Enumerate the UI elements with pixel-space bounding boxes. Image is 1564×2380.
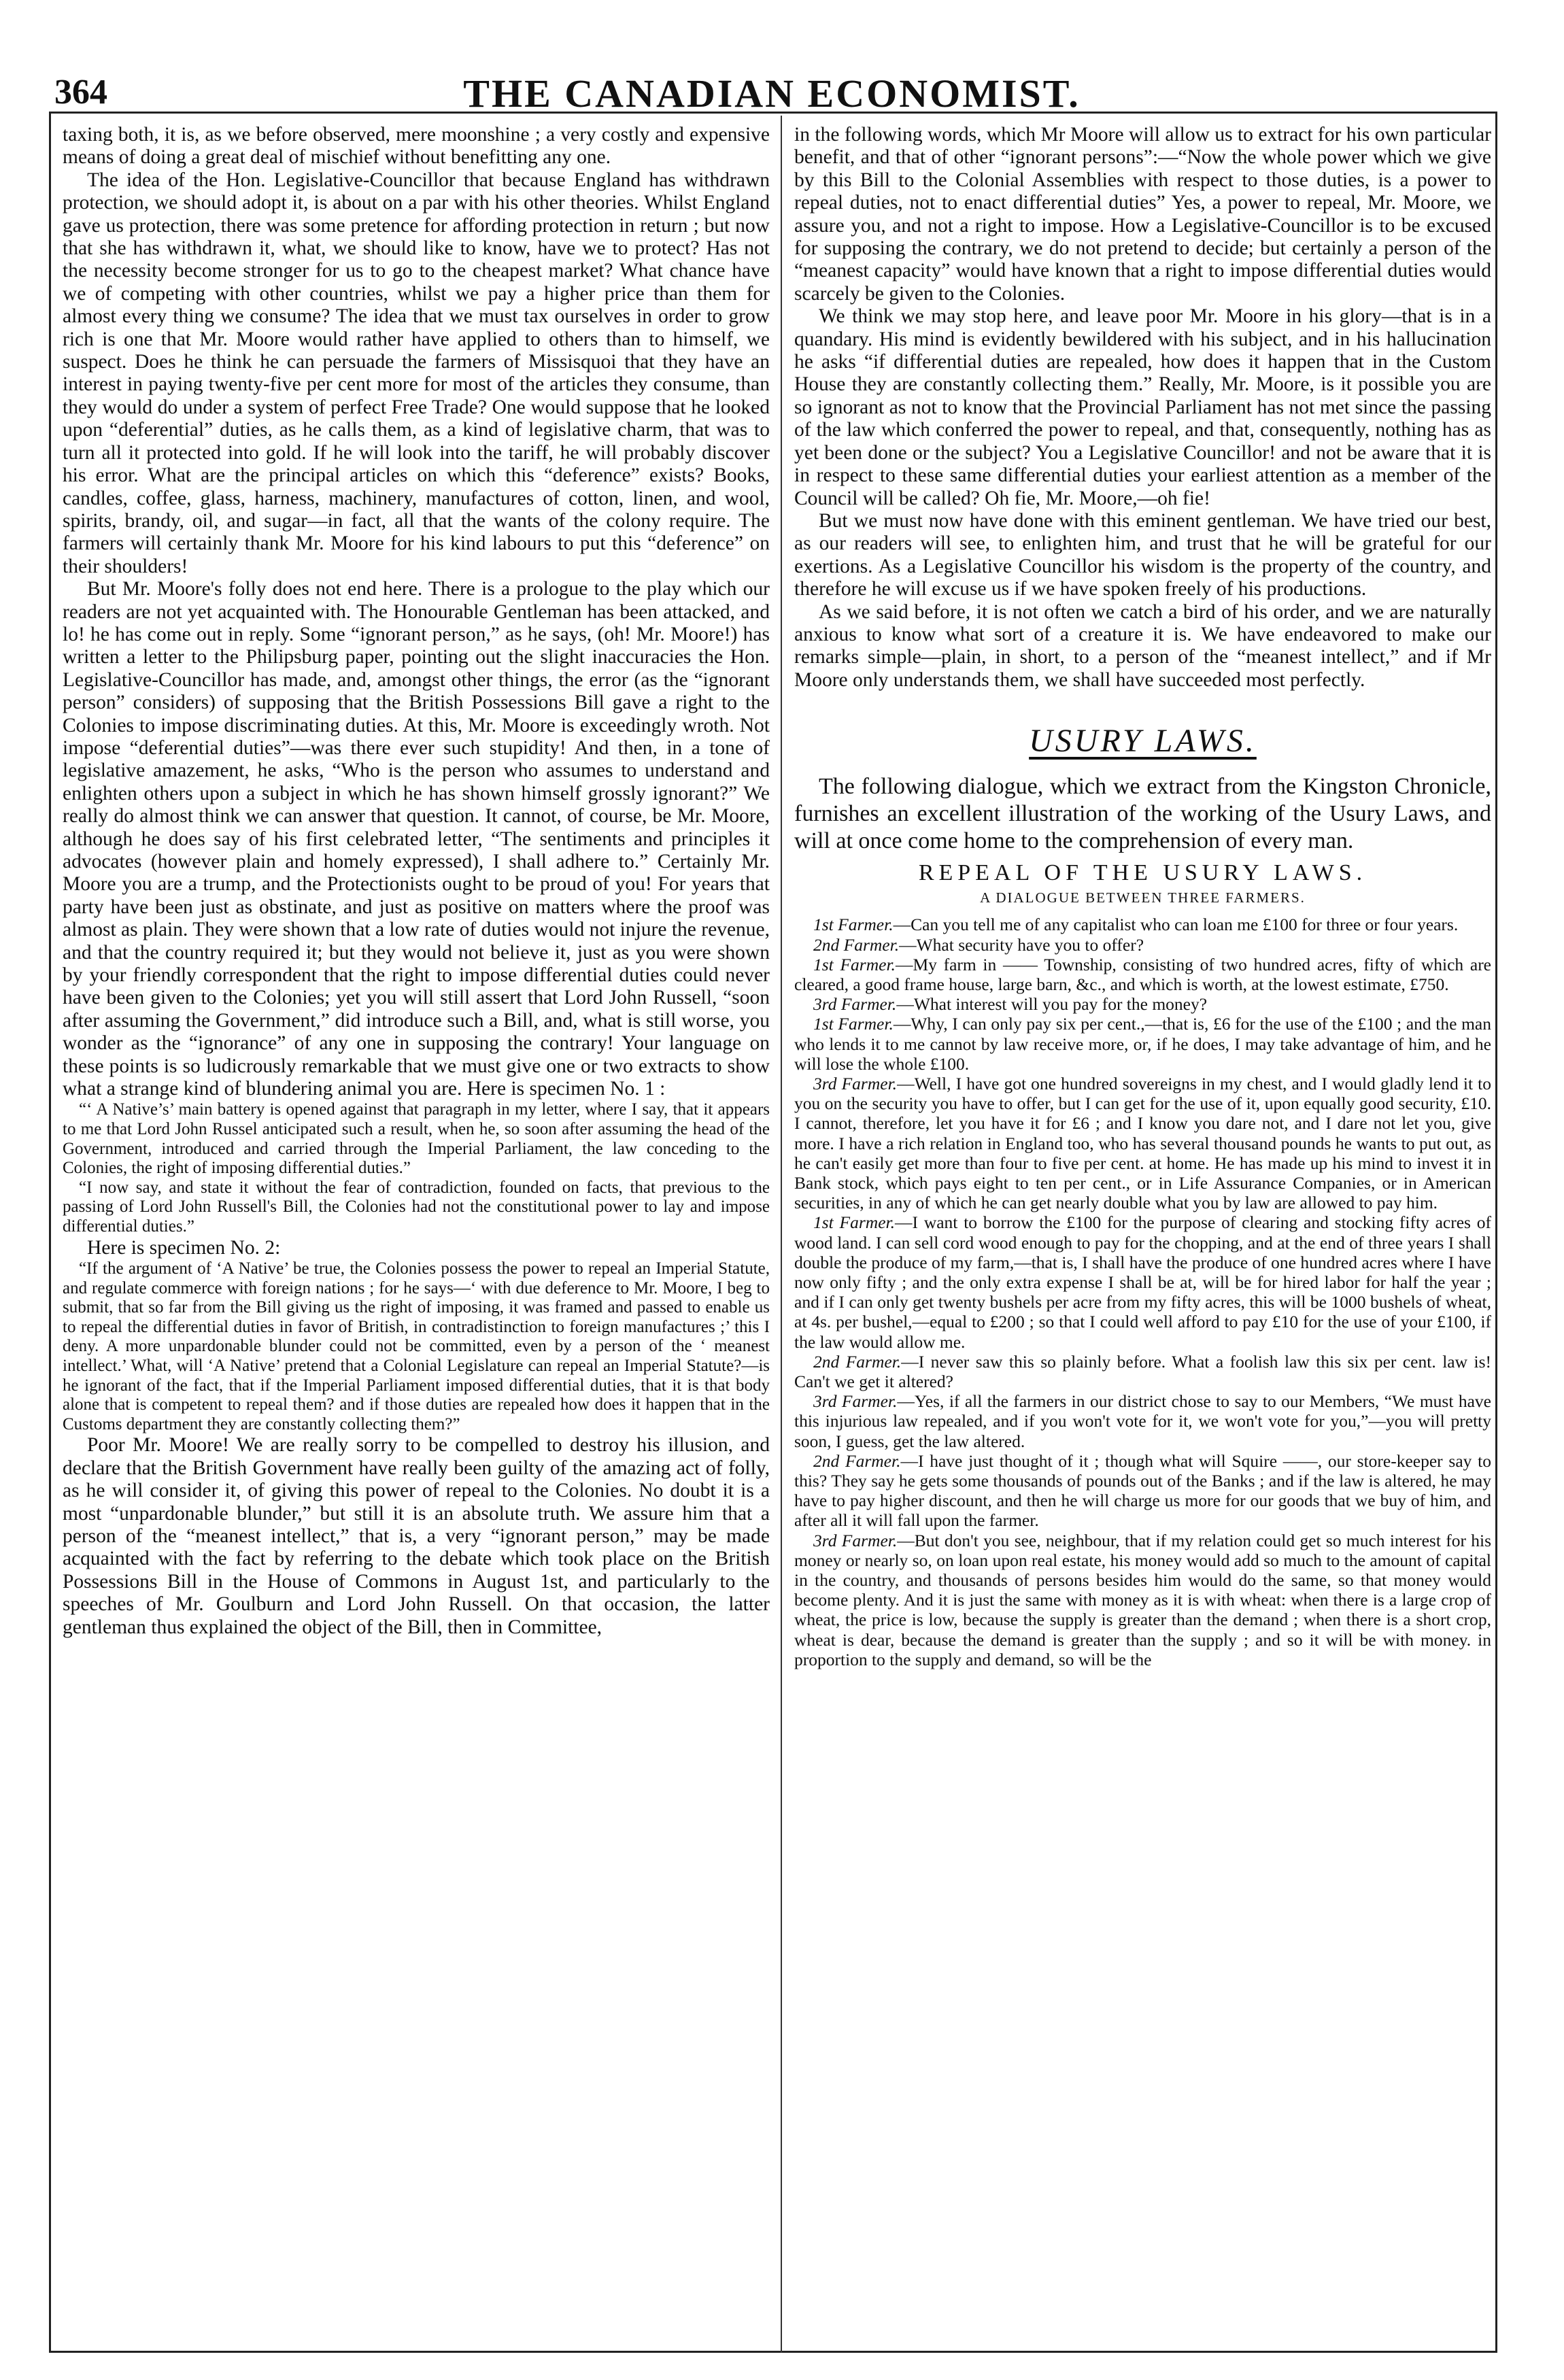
quote-paragraph: “I now say, and state it without the fear of contradiction, founded on facts, that previous to the passing of Lord John Russell's Bill, the Colonies had not the constitutional power to lay and impose differential duties.” [63,1178,770,1236]
speaker-name: 2nd Farmer. [813,1351,902,1372]
article-subtitle: A DIALOGUE BETWEEN THREE FARMERS. [980,889,1306,906]
right-column [794,124,1491,2341]
dialogue-line [794,1451,1491,1531]
speaker-name: 1st Farmer. [813,915,894,935]
dialogue [794,915,1491,1669]
dialogue-line [794,1212,1491,1351]
left-column [63,124,770,2341]
dialogue-line [794,1352,1491,1391]
speaker-name: 3rd Farmer. [813,994,897,1015]
dialogue-text: —Yes, if all the farmers in our district chose to say to our Members, “We must have this injurious law repealed, and if you won't vote for it, we won't vote for you,”—you will pretty soon, I guess, get the law altered. [794,1391,1491,1451]
speaker-name: 3rd Farmer. [813,1391,898,1412]
speaker-name: 1st Farmer. [813,1014,894,1034]
paragraph: Here is specimen No. 2: [87,1236,281,1259]
dialogue-text: —Why, I can only pay six per cent.,—that is, £6 for the use of the £100 ; and the man who lends it to me cannot by law receive more, or, if he does, I may take advantage of him, and he will lose the whole £100. [794,1014,1491,1074]
paragraph: in the following words, which Mr Moore will allow us to extract for his own particular benefit, and that of other “ignorant persons”:—“Now the whole power which we give by this Bill to the Colonial Assemblies with respect to those duties, is a power to repeal duties, not to enact differential duties” Yes, a power to repeal, Mr. Moore, we assure you, and not a right to impose. How a Legislative-Councillor is to be excused for supposing the contrary, we do not pretend to decide; but certainly a person of the “meanest capacity” would have known that a right to impose differential duties would scarcely be given to the Colonies. [794,124,1491,305]
dialogue-line [794,935,1491,955]
dialogue-line [794,1074,1491,1212]
section-heading: USURY LAWS. [1029,723,1257,760]
publication-title: THE CANADIAN ECONOMIST. [463,71,1081,116]
paragraph: But we must now have done with this eminent gentleman. We have tried our best, as our readers will see, to enlighten him, and trust that he will be grateful for our exertions. As a Legislative Councillor his wisdom is the property of the country, and therefore he will excuse us if we have spoken freely of his productions. [794,509,1491,600]
dialogue-line [794,1531,1491,1669]
quotation-specimen-two [63,1259,770,1434]
page-number: 364 [54,73,107,112]
dialogue-text: —I never saw this so plainly before. What a foolish law this six per cent. law is! Can't we get it altered? [794,1351,1491,1392]
speaker-name: 1st Farmer. [813,1212,896,1233]
dialogue-text: —Can you tell me of any capitalist who can loan me £100 for three or four years. [893,915,1459,935]
dialogue-line [794,915,1491,934]
speaker-name: 2nd Farmer. [813,934,900,955]
dialogue-line [794,1014,1491,1074]
dialogue-text: —I want to borrow the £100 for the purpose of clearing and stocking fifty acres of wood land. I can sell cord wood enough to pay for the chopping, and at the end of three years I shall double the produce of my farm,—that is, I shall have the produce of one hundred acres where I have now only fifty ; and the only extra expense I shall be at, will be for hired labor for half the year ; and if I can only get twenty bushels per acre from my fifty acres, this will be 1000 bushels of wheat, at 4s. per bushel,—equal to £200 ; so that I could well afford to pay £10 for the use of your £100, if the law would allow me. [794,1212,1491,1352]
dialogue-text: —My farm in —— Township, consisting of two hundred acres, fifty of which are cleared, a good frame house, large barn, &c., and which is worth, at the lowest estimate, £750. [794,954,1491,994]
column-divider [781,116,782,2353]
speaker-name: 3rd Farmer. [813,1074,898,1093]
dialogue-text: —Well, I have got one hundred sovereigns in my chest, and I would gladly lend it to you on the security you have to offer, but I can get for the use of it, upon equally good security, £10. I cannot, therefore, let you have it for £6 ; and I know you dare not, and I dare not let you, give more. I have a rich relation in England too, who has several thousand pounds he wants to put out, as he can't easily get more than four to five per cent. at home. He has made up his mind to invest it in Bank stock, which pays eight to ten per cent., or in Life Assurance Companies, or in American securities, in any of which he can get nearly double what you by law are allowed to pay him. [794,1074,1491,1213]
dialogue-text: —What security have you to offer? [899,934,1144,955]
speaker-name: 2nd Farmer. [813,1450,901,1471]
paragraph: We think we may stop here, and leave poor Mr. Moore in his glory—that is in a quandary. His mind is evidently bewildered with his subject, and in his hallucination he asks “if differential duties are repealed, how does it happen that in the Custom House they are constantly collecting them.” Really, Mr. Moore, is it possible you are so ignorant as not to know that the Provincial Parliament has not met since the passing of the law which conferred the power to repeal, and that, consequently, nothing has as yet been done or the subject? You a Legislative Councillor! and not be aware that it is in respect to these same differential duties your earliest attention as a member of the Council will be called? Oh fie, Mr. Moore,—oh fie! [794,305,1491,509]
dialogue-text: —What interest will you pay for the money? [896,994,1208,1015]
dialogue-text: —I have just thought of it ; though what will Squire ——, our store-keeper say to this? They say he gets some thousands of pounds out of the Banks ; and if the law is altered, he may have to pay higher discount, and then he will charge us more for our goods that we buy of him, and after all it will fall upon the farmer. [794,1450,1491,1531]
article-title: REPEAL OF THE USURY LAWS. [918,860,1367,885]
dialogue-line [794,1391,1491,1451]
speaker-name: 1st Farmer. [813,954,896,974]
paragraph: The idea of the Hon. Legislative-Councillor that because England has withdrawn protection, we should adopt it, is about on a par with his other theories. Whilst England gave us protection, there was some pretence for affording protection in return ; but now that she has withdrawn it, what, we should like to know, have we to protect? Has not the necessity become stronger for us to go to the cheapest market? What chance have we of competing with other countries, whilst we pay a higher price than them for almost every thing we consume? The idea that we must tax ourselves in order to grow rich is one that Mr. Moore would rather have applied to others than to himself, we suspect. Does he think he can persuade the farmers of Missisquoi that they have an interest in paying twenty-five per cent more for most of the articles they consume, than they would do under a system of perfect Free Trade? One would suppose that he looked upon “deferential” duties, as he calls them, as a kind of legislative charm, that was to turn all it protected into gold. If he will look into the tariff, he will probably discover his error. What are the principal articles on which this “deference” exists? Books, candles, coffee, glass, harness, machinery, manufactures of cotton, linen, and wool, spirits, brandy, oil, and sugar—in fact, all that the wants of the colony require. The farmers will certainly thank Mr. Moore for his kind labours to put this “deference” on their shoulders! [63,169,770,577]
speaker-name: 3rd Farmer. [813,1530,898,1550]
dialogue-line [794,955,1491,994]
dialogue-text: —But don't you see, neighbour, that if my relation could get so much interest for his money or nearly so, on loan upon real estate, his money would add so much to the amount of capital in the country, and thousands of persons besides him would do the same, so that money would become plenty. And it is just the same with money as it is with wheat: when there is a large crop of wheat, the price is low, because the supply is greater than the demand ; when there is a short crop, wheat is dear, because the demand is greater than the supply ; and so it will be with money. in proportion to the supply and demand, so will be the [794,1530,1491,1669]
paragraph: Poor Mr. Moore! We are really sorry to be compelled to destroy his illusion, and declare that the British Government have really been guilty of the amazing act of folly, as he will consider it, of giving this power of repeal to the Colonies. No doubt it is a most “unpardonable blunder,” but still it is an absolute truth. We assure him that a person of the “meanest intellect,” that is, a very “ignorant person,” may be made acquainted with the fact by referring to the debate which took place on the British Possessions Bill in the House of Commons in August 1st, and particularly to the speeches of Mr. Goulburn and Lord John Russell. On that occasion, the latter gentleman thus explained the object of the Bill, then in Committee, [63,1434,770,1638]
section-intro [794,773,1491,855]
paragraph: As we said before, it is not often we catch a bird of his order, and we are naturally anxious to know what sort of a creature it is. We have endeavored to make our remarks simple—plain, in short, to a person of the “meanest intellect,” and if Mr Moore only understands them, we shall have succeeded most perfectly. [794,600,1491,691]
quote-paragraph: “If the argument of ‘A Native’ be true, the Colonies possess the power to repeal an Imperial Statute, and regulate commerce with foreign nations ; for he says—‘ with due deference to Mr. Moore, I beg to submit, that so far from the Bill giving us the right of imposing, it was framed and passed to enable us to repeal the differential duties in favor of British, in contradistinction to foreign manufactures ;’ this I deny. A more unpardonable blunder could not be committed, even by a person of the ‘ meanest intellect.’ What, will ‘A Native’ pretend that a Colonial Legislature can repeal an Imperial Statute?—is he ignorant of the fact, that if the Imperial Parliament imposed differential duties, that it is that body alone that is competent to repeal them? and if those duties are repealed how does it happen that in the Customs department they are constantly collecting them?” [63,1259,770,1433]
quote-paragraph: “‘ A Native’s’ main battery is opened against that paragraph in my letter, where I say, that it appears to me that Lord John Russel anticipated such a result, when he, so soon after assuming the head of the Government, introduced and carried through the Imperial Parliament, the law conceding to the Colonies, the right of imposing differential duties.” [63,1100,770,1178]
paragraph: taxing both, it is, as we before observed, mere moonshine ; a very costly and expensive means of doing a great deal of mischief without benefitting any one. [63,124,770,169]
intro-paragraph: The following dialogue, which we extract from the Kingston Chronicle, furnishes an excellent illustration of the working of the Usury Laws, and will at once come home to the comprehension of every man. [794,773,1491,853]
quotation-specimen-one [63,1100,770,1236]
dialogue-line [794,994,1491,1014]
paragraph: But Mr. Moore's folly does not end here. There is a prologue to the play which our readers are not yet acquainted with. The Honourable Gentleman has been attacked, and lo! he has come out in reply. Some “ignorant person,” as he says, (oh! Mr. Moore!) has written a letter to the Philipsburg paper, pointing out the slight inaccuracies the Hon. Legislative-Councillor has made, and, amongst other things, the error (as the “ignorant person” considers) of supposing that the British Possessions Bill gave a right to the Colonies to impose discriminating duties. At this, Mr. Moore is exceedingly wroth. Not impose “deferential duties”—was there ever such stupidity! And then, in a tone of legislative amazement, he asks, “Who is the person who assumes to understand and enlighten others upon a subject in which he has shown himself grossly ignorant?” We really do almost think we can answer that question. It cannot, of course, be Mr. Moore, although he does say of his first celebrated letter, “The sentiments and principles it advocates (however plain and homely expressed), I shall adhere to.” Certainly Mr. Moore you are a trump, and the Protectionists ought to be proud of you! For years that party have been just as obstinate, and just as positive on matters where the proof was almost as plain. They were shown that a low rate of duties would not injure the revenue, and that the country required it; but they would not believe it, just as you were shown by your friendly correspondent that the right to impose differential duties could never have been given to the Colonies; yet you will still assert that Lord John Russell, “soon after assuming the Government,” did introduce such a Bill, and, what is still worse, you wonder as the “ignorance” of any one in supposing the contrary! Your language on these points is so ludicrously remarkable that we must give one or two extracts to show what a strange kind of blundering animal you are. Here is specimen No. 1 : [63,578,770,1100]
page-header [48,68,1496,116]
